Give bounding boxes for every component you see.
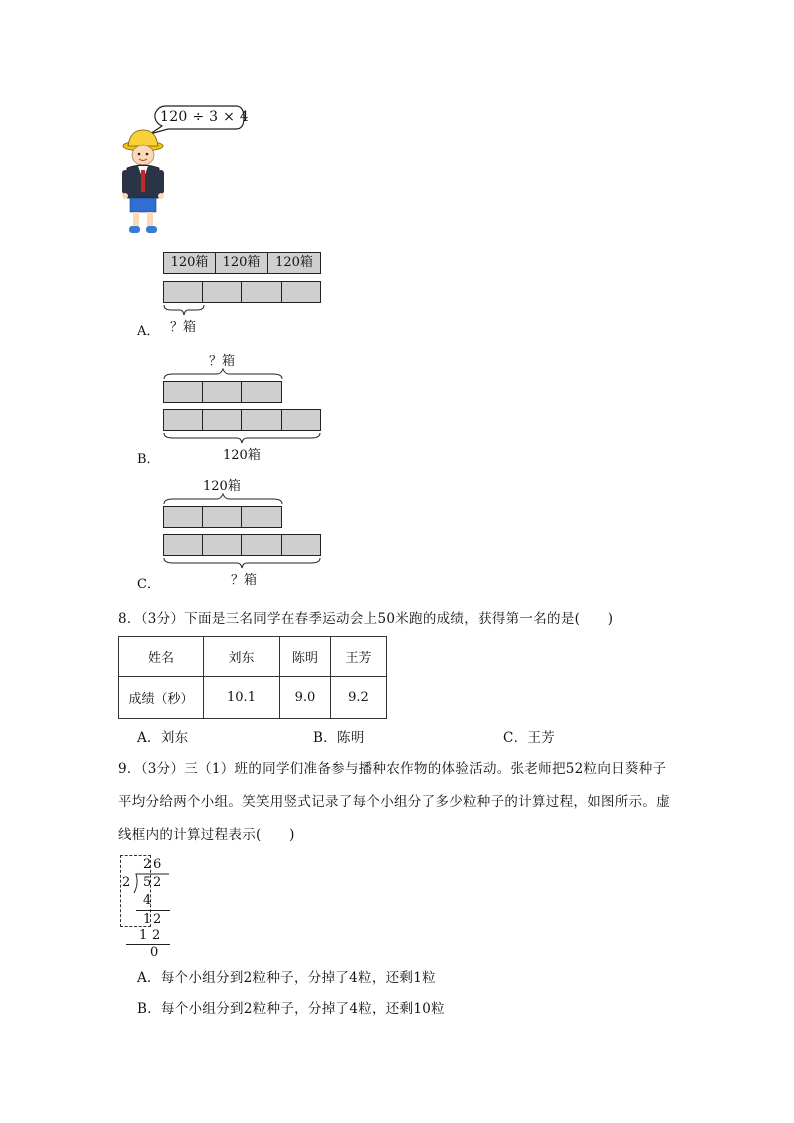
option-c-bottom-cell: [241, 534, 282, 556]
division-line: [136, 910, 170, 911]
option-b-bottom-brace: [163, 432, 323, 444]
table-header-student: 陈明: [280, 637, 331, 677]
question-8-score: （3分）: [140, 611, 185, 627]
question-9-number: 9．: [118, 761, 141, 777]
dividend-ones: 2: [153, 875, 162, 890]
option-c-bottom-brace: [163, 557, 323, 569]
table-header-student: 王芳: [331, 637, 387, 677]
dividend-tens: 5: [143, 875, 152, 890]
option-a-bottom-cell: [163, 281, 203, 303]
table-cell-time: 9.2: [331, 677, 387, 719]
option-a-top-cell-1: 120箱: [163, 252, 216, 274]
question-8-text: 下面是三名同学在春季运动会上50米跑的成绩，获得第一名的是( ): [184, 611, 614, 627]
results-table: [118, 636, 387, 719]
question-9-option-b[interactable]: [137, 997, 445, 1017]
divisor: 2: [122, 875, 131, 890]
option-b-top-label: ？箱: [209, 354, 236, 369]
option-b-bottom-label: 120箱: [223, 448, 261, 463]
option-a-bottom-cell: [241, 281, 282, 303]
option-c-letter[interactable]: C．: [137, 577, 160, 592]
table-header-name: 姓名: [119, 637, 204, 677]
quotient-tens: 2: [143, 857, 152, 872]
question-8-option-c[interactable]: [503, 726, 555, 746]
option-letter: A．: [137, 970, 161, 986]
question-9-text-1: 三（1）班的同学们准备参与播种农作物的体验活动。张老师把52粒向日葵种子: [184, 761, 667, 777]
option-b-bottom-cell: [202, 409, 242, 431]
option-b-top-cell: [163, 381, 203, 403]
table-row: [119, 677, 387, 719]
option-a-letter[interactable]: A．: [137, 324, 160, 339]
option-b-bottom-cell: [241, 409, 282, 431]
option-letter: A．: [137, 730, 161, 746]
long-division: [118, 853, 178, 958]
table-cell-time: 10.1: [204, 677, 280, 719]
table-cell-time: 9.0: [280, 677, 331, 719]
question-9-line-3: 线框内的计算过程表示( ): [118, 827, 295, 843]
division-line: [126, 944, 170, 945]
question-8-stem: [118, 607, 613, 627]
question-9-line-1: [118, 757, 666, 777]
question-9-line-2: 平均分给两个小组。笑笑用竖式记录了每个小组分了多少粒种子的计算过程，如图所示。虚: [118, 794, 670, 810]
question-8-option-a[interactable]: [137, 726, 188, 746]
table-row: [119, 637, 387, 677]
table-header-student: 刘东: [204, 637, 280, 677]
option-a-bottom-cell: [281, 281, 321, 303]
option-letter: B．: [137, 1001, 162, 1017]
option-c-bottom-cell: [281, 534, 321, 556]
option-c-top-label: 120箱: [203, 479, 241, 494]
option-c-bottom-cell: [202, 534, 242, 556]
remainder-1-tens: 1: [143, 912, 152, 927]
table-row-label: 成绩（秒）: [119, 677, 204, 719]
option-b-top-brace: [163, 368, 283, 380]
option-c-top-cell: [241, 506, 282, 528]
subtrahend-2-tens: 1: [139, 928, 148, 943]
option-text: 每个小组分到2粒种子，分掉了4粒，还剩10粒: [161, 1001, 445, 1017]
option-b-bottom-cell: [281, 409, 321, 431]
option-c-top-brace: [163, 493, 283, 505]
option-b-top-cell: [202, 381, 242, 403]
option-letter: B．: [313, 730, 338, 746]
option-text: 每个小组分到2粒种子，分掉了4粒，还剩1粒: [160, 970, 436, 986]
option-c-top-cell: [163, 506, 203, 528]
option-text: 刘东: [160, 730, 189, 746]
option-a-top-cell-3: 120箱: [267, 252, 321, 274]
question-8-number: 8．: [118, 611, 141, 627]
option-c-top-cell: [202, 506, 242, 528]
option-c-bottom-label: ？箱: [231, 573, 258, 588]
speech-formula: 120 ÷ 3 × 4: [160, 109, 250, 125]
question-9-score: （3分）: [140, 761, 185, 777]
subtrahend-1: 4: [143, 893, 152, 908]
option-c-bottom-cell: [163, 534, 203, 556]
question-8-option-b[interactable]: [313, 726, 365, 746]
option-b-top-cell: [241, 381, 282, 403]
quotient-ones: 6: [153, 857, 162, 872]
option-text: 陈明: [337, 730, 365, 746]
option-b-letter[interactable]: B．: [137, 452, 160, 467]
remainder-1-ones: 2: [153, 912, 162, 927]
subtrahend-2-ones: 2: [152, 928, 161, 943]
option-text: 王芳: [527, 730, 556, 746]
question-9-option-a[interactable]: [137, 966, 436, 986]
option-letter: C．: [503, 730, 528, 746]
option-b-bottom-cell: [163, 409, 203, 431]
option-a-question-label: ？箱: [170, 320, 197, 335]
option-a-bottom-cell: [202, 281, 242, 303]
final-remainder: 0: [150, 945, 159, 960]
option-a-top-cell-2: 120箱: [215, 252, 268, 274]
option-a-brace: [163, 304, 205, 316]
